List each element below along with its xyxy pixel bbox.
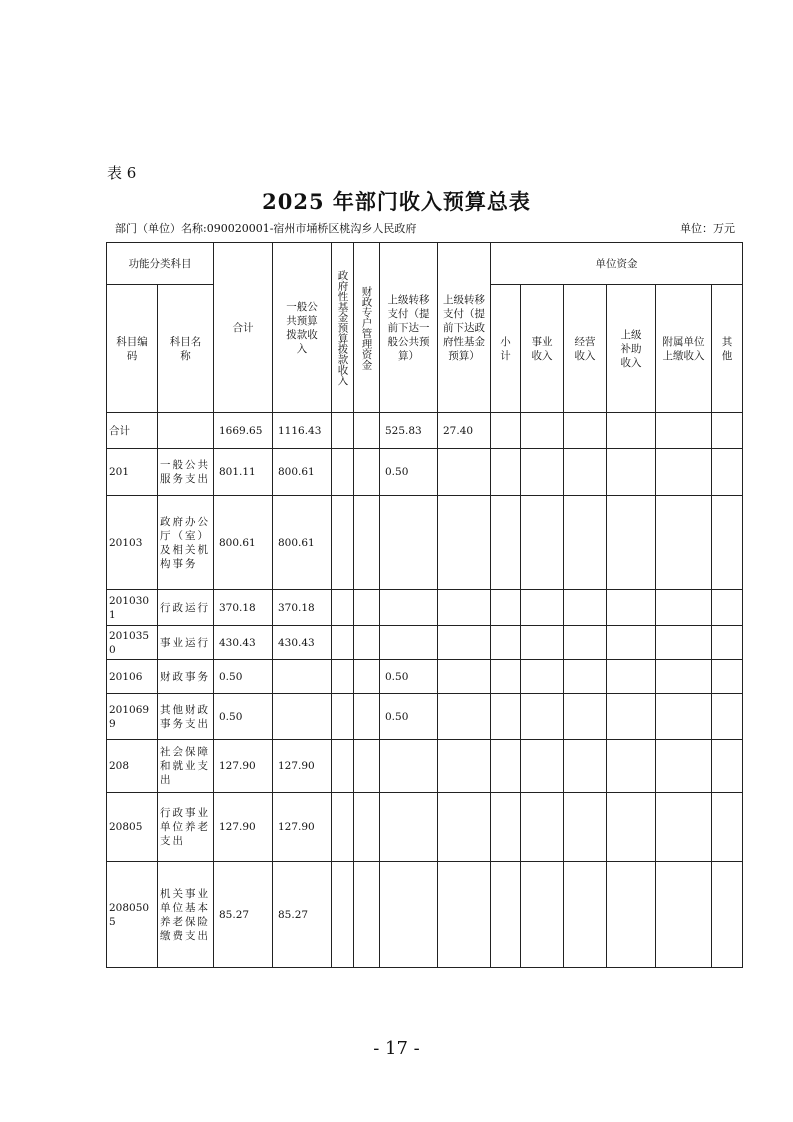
row-gov-fund bbox=[332, 496, 354, 590]
row-subtotal bbox=[491, 793, 521, 862]
row-gov-fund bbox=[332, 413, 354, 449]
header-unit-funds: 单位资金 bbox=[491, 243, 743, 285]
row-fiscal-special bbox=[354, 793, 380, 862]
row-general: 85.27 bbox=[273, 862, 332, 968]
row-career bbox=[521, 660, 564, 694]
row-affiliated bbox=[656, 694, 712, 740]
header-career: 事业收入 bbox=[521, 285, 564, 413]
row-total: 0.50 bbox=[214, 660, 273, 694]
row-other bbox=[712, 413, 743, 449]
row-fiscal-special bbox=[354, 590, 380, 626]
row-fiscal-special bbox=[354, 496, 380, 590]
row-gov-fund bbox=[332, 740, 354, 793]
row-operating bbox=[564, 793, 607, 862]
row-other bbox=[712, 694, 743, 740]
row-upper-general: 0.50 bbox=[380, 660, 438, 694]
row-career bbox=[521, 413, 564, 449]
row-general: 800.61 bbox=[273, 449, 332, 496]
row-career bbox=[521, 590, 564, 626]
row-code: 20103 bbox=[107, 496, 158, 590]
row-career bbox=[521, 793, 564, 862]
header-total: 合计 bbox=[214, 243, 273, 413]
row-upper-general bbox=[380, 626, 438, 660]
row-affiliated bbox=[656, 449, 712, 496]
row-name: 社会保障和就业支出 bbox=[158, 740, 214, 793]
row-name: 机关事业单位基本养老保险缴费支出 bbox=[158, 862, 214, 968]
row-total: 0.50 bbox=[214, 694, 273, 740]
row-name: 财政事务 bbox=[158, 660, 214, 694]
row-upper-general bbox=[380, 793, 438, 862]
header-name: 科目名称 bbox=[158, 285, 214, 413]
row-name: 行政事业单位养老支出 bbox=[158, 793, 214, 862]
header-other: 其他 bbox=[712, 285, 743, 413]
table-row bbox=[107, 660, 743, 694]
row-subtotal bbox=[491, 862, 521, 968]
row-fiscal-special bbox=[354, 449, 380, 496]
row-general: 127.90 bbox=[273, 793, 332, 862]
header-upper-subsidy: 上级补助收入 bbox=[607, 285, 656, 413]
table-row bbox=[107, 694, 743, 740]
row-upper-general bbox=[380, 496, 438, 590]
table-label: 表 6 bbox=[107, 164, 137, 182]
row-upper-general bbox=[380, 590, 438, 626]
row-upper-fund bbox=[438, 590, 491, 626]
header-gov-fund-text: 政府性基金预算拨款收入 bbox=[336, 269, 349, 386]
row-operating bbox=[564, 626, 607, 660]
row-other bbox=[712, 496, 743, 590]
header-fiscal-special bbox=[354, 243, 380, 413]
row-gov-fund bbox=[332, 590, 354, 626]
row-affiliated bbox=[656, 590, 712, 626]
row-gov-fund bbox=[332, 694, 354, 740]
header-operating: 经营收入 bbox=[564, 285, 607, 413]
header-subtotal: 小计 bbox=[491, 285, 521, 413]
row-gov-fund bbox=[332, 862, 354, 968]
row-total: 85.27 bbox=[214, 862, 273, 968]
header-func-class: 功能分类科目 bbox=[107, 243, 214, 285]
row-subtotal bbox=[491, 740, 521, 793]
row-upper-subsidy bbox=[607, 449, 656, 496]
row-upper-general bbox=[380, 862, 438, 968]
table-row bbox=[107, 449, 743, 496]
table-row bbox=[107, 413, 743, 449]
row-total: 801.11 bbox=[214, 449, 273, 496]
row-code: 20106 bbox=[107, 660, 158, 694]
row-general bbox=[273, 694, 332, 740]
row-upper-fund bbox=[438, 694, 491, 740]
row-affiliated bbox=[656, 413, 712, 449]
row-career bbox=[521, 496, 564, 590]
department-name: 部门（单位）名称:090020001-宿州市埇桥区桃沟乡人民政府 bbox=[115, 222, 417, 235]
row-affiliated bbox=[656, 660, 712, 694]
row-code: 208 bbox=[107, 740, 158, 793]
row-total: 127.90 bbox=[214, 793, 273, 862]
budget-table bbox=[106, 242, 743, 968]
row-upper-fund bbox=[438, 740, 491, 793]
row-operating bbox=[564, 449, 607, 496]
row-subtotal bbox=[491, 660, 521, 694]
row-subtotal bbox=[491, 496, 521, 590]
row-upper-fund bbox=[438, 660, 491, 694]
row-upper-general: 525.83 bbox=[380, 413, 438, 449]
row-total: 1669.65 bbox=[214, 413, 273, 449]
row-subtotal bbox=[491, 694, 521, 740]
row-operating bbox=[564, 862, 607, 968]
row-other bbox=[712, 862, 743, 968]
row-code: 合计 bbox=[107, 413, 158, 449]
row-name: 政府办公厅（室）及相关机构事务 bbox=[158, 496, 214, 590]
row-general: 800.61 bbox=[273, 496, 332, 590]
table-row bbox=[107, 740, 743, 793]
table-row bbox=[107, 626, 743, 660]
row-operating bbox=[564, 590, 607, 626]
row-general: 430.43 bbox=[273, 626, 332, 660]
table-row bbox=[107, 793, 743, 862]
row-name: 行政运行 bbox=[158, 590, 214, 626]
row-fiscal-special bbox=[354, 862, 380, 968]
row-code: 20805 bbox=[107, 793, 158, 862]
row-career bbox=[521, 862, 564, 968]
row-total: 127.90 bbox=[214, 740, 273, 793]
header-gov-fund bbox=[332, 243, 354, 413]
row-upper-fund bbox=[438, 449, 491, 496]
row-affiliated bbox=[656, 626, 712, 660]
row-upper-subsidy bbox=[607, 590, 656, 626]
row-code: 201 bbox=[107, 449, 158, 496]
row-name: 事业运行 bbox=[158, 626, 214, 660]
row-general bbox=[273, 660, 332, 694]
row-name bbox=[158, 413, 214, 449]
row-upper-fund bbox=[438, 793, 491, 862]
row-gov-fund bbox=[332, 449, 354, 496]
row-code: 2010301 bbox=[107, 590, 158, 626]
row-other bbox=[712, 626, 743, 660]
row-subtotal bbox=[491, 413, 521, 449]
row-total: 430.43 bbox=[214, 626, 273, 660]
row-upper-subsidy bbox=[607, 862, 656, 968]
row-affiliated bbox=[656, 793, 712, 862]
row-total: 800.61 bbox=[214, 496, 273, 590]
row-code: 2080505 bbox=[107, 862, 158, 968]
row-operating bbox=[564, 660, 607, 694]
row-other bbox=[712, 449, 743, 496]
row-upper-subsidy bbox=[607, 793, 656, 862]
row-upper-fund bbox=[438, 862, 491, 968]
row-affiliated bbox=[656, 496, 712, 590]
row-career bbox=[521, 694, 564, 740]
row-upper-general bbox=[380, 740, 438, 793]
header-code: 科目编码 bbox=[107, 285, 158, 413]
row-total: 370.18 bbox=[214, 590, 273, 626]
unit-label: 单位：万元 bbox=[680, 222, 735, 235]
row-upper-fund bbox=[438, 496, 491, 590]
row-upper-subsidy bbox=[607, 413, 656, 449]
row-other bbox=[712, 660, 743, 694]
row-fiscal-special bbox=[354, 740, 380, 793]
row-affiliated bbox=[656, 862, 712, 968]
table-row bbox=[107, 590, 743, 626]
row-career bbox=[521, 626, 564, 660]
row-operating bbox=[564, 413, 607, 449]
row-code: 2010350 bbox=[107, 626, 158, 660]
row-subtotal bbox=[491, 449, 521, 496]
row-name: 其他财政事务支出 bbox=[158, 694, 214, 740]
row-gov-fund bbox=[332, 626, 354, 660]
page-title: 2025 年部门收入预算总表 bbox=[262, 189, 531, 214]
row-gov-fund bbox=[332, 793, 354, 862]
row-career bbox=[521, 740, 564, 793]
row-upper-fund bbox=[438, 626, 491, 660]
row-other bbox=[712, 590, 743, 626]
row-upper-subsidy bbox=[607, 740, 656, 793]
row-name: 一般公共服务支出 bbox=[158, 449, 214, 496]
row-upper-general: 0.50 bbox=[380, 694, 438, 740]
row-operating bbox=[564, 740, 607, 793]
header-general: 一般公共预算拨款收入 bbox=[273, 243, 332, 413]
row-general: 370.18 bbox=[273, 590, 332, 626]
row-subtotal bbox=[491, 626, 521, 660]
row-upper-subsidy bbox=[607, 694, 656, 740]
row-fiscal-special bbox=[354, 660, 380, 694]
row-other bbox=[712, 793, 743, 862]
header-upper-fund: 上级转移支付（提前下达政府性基金预算） bbox=[438, 243, 491, 413]
table-row bbox=[107, 496, 743, 590]
row-upper-subsidy bbox=[607, 660, 656, 694]
row-general: 1116.43 bbox=[273, 413, 332, 449]
row-fiscal-special bbox=[354, 413, 380, 449]
row-fiscal-special bbox=[354, 694, 380, 740]
header-fiscal-special-text: 财政专户管理资金 bbox=[360, 285, 373, 370]
row-upper-subsidy bbox=[607, 626, 656, 660]
row-affiliated bbox=[656, 740, 712, 793]
row-other bbox=[712, 740, 743, 793]
row-subtotal bbox=[491, 590, 521, 626]
row-code: 2010699 bbox=[107, 694, 158, 740]
row-career bbox=[521, 449, 564, 496]
row-operating bbox=[564, 694, 607, 740]
row-gov-fund bbox=[332, 660, 354, 694]
row-upper-subsidy bbox=[607, 496, 656, 590]
table-row bbox=[107, 862, 743, 968]
header-upper-general: 上级转移支付（提前下达一般公共预算） bbox=[380, 243, 438, 413]
row-operating bbox=[564, 496, 607, 590]
row-fiscal-special bbox=[354, 626, 380, 660]
row-upper-fund: 27.40 bbox=[438, 413, 491, 449]
row-general: 127.90 bbox=[273, 740, 332, 793]
row-upper-general: 0.50 bbox=[380, 449, 438, 496]
header-affiliated: 附属单位上缴收入 bbox=[656, 285, 712, 413]
page-number: - 17 - bbox=[373, 1038, 420, 1059]
